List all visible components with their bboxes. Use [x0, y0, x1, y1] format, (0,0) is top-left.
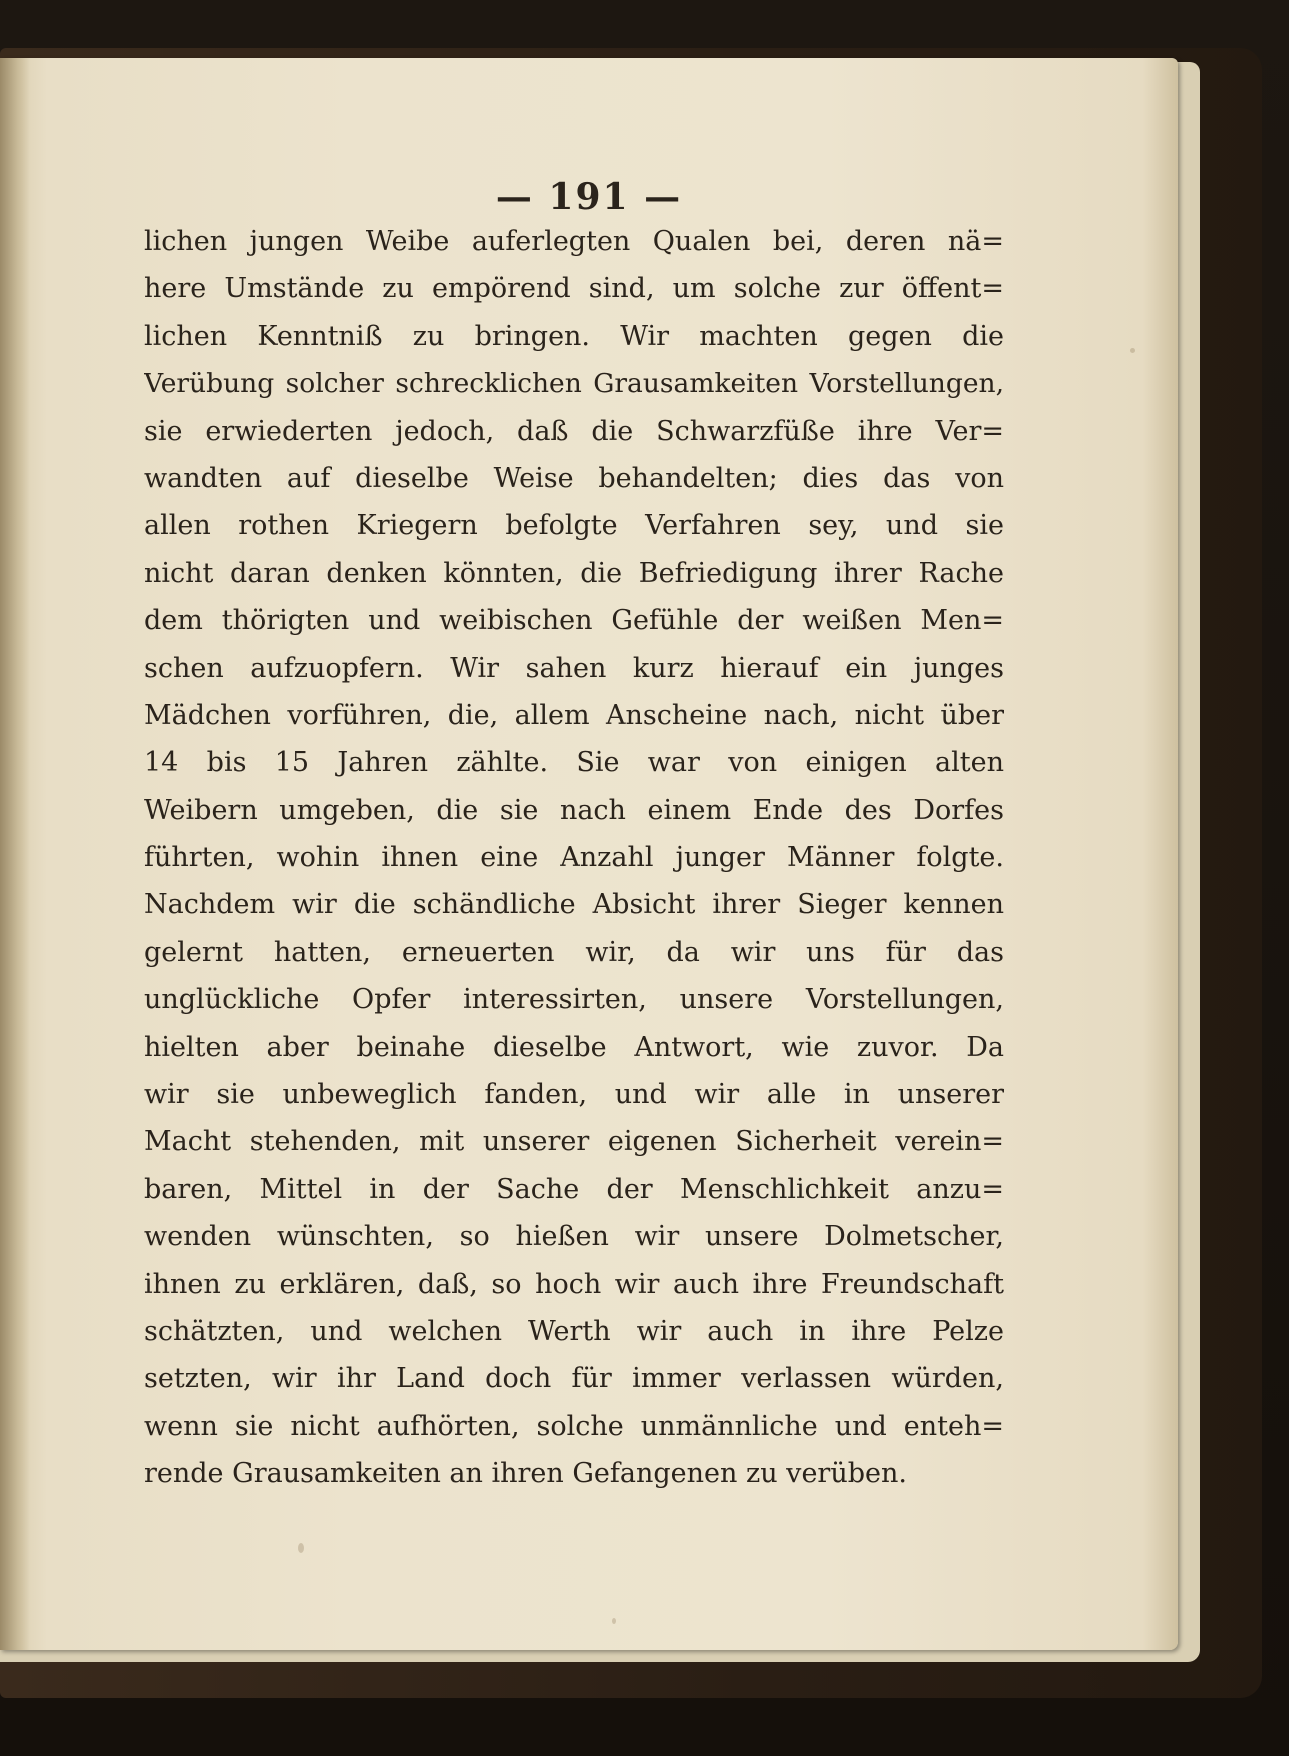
page-number: — 191 —: [495, 176, 683, 218]
text-line: sie erwiederten jedoch, daß die Schwarzfüße ihre Ver=: [144, 415, 1004, 447]
text-line: führten, wohin ihnen eine Anzahl junger Männer folgte.: [144, 842, 1004, 874]
text-line: baren, Mittel in der Sache der Menschlichkeit anzu=: [144, 1173, 1004, 1205]
text-line: wandten auf dieselbe Weise behandelten; dies das von: [144, 462, 1004, 494]
text-line: schätzten, und welchen Werth wir auch in ihre Pelze: [144, 1315, 1004, 1347]
book-page: [0, 58, 1178, 1650]
text-line: gelernt hatten, erneuerten wir, da wir uns für das: [144, 936, 1004, 968]
text-line: Nachdem wir die schändliche Absicht ihrer Sieger kennen: [144, 889, 1004, 921]
text-line: allen rothen Kriegern befolgte Verfahren sey, und sie: [144, 510, 1004, 542]
text-line: Verübung solcher schrecklichen Grausamkeiten Vorstellungen,: [144, 368, 1004, 400]
text-line: rende Grausamkeiten an ihren Gefangenen zu verüben.: [144, 1458, 907, 1490]
text-line: lichen Kenntniß zu bringen. Wir machten gegen die: [144, 320, 1004, 352]
text-line: nicht daran denken könnten, die Befriedigung ihrer Rache: [144, 557, 1004, 589]
text-line: 14 bis 15 Jahren zählte. Sie war von einigen alten: [144, 747, 1004, 779]
text-line: Weibern umgeben, die sie nach einem Ende des Dorfes: [144, 794, 1004, 826]
paper-stain: [298, 1543, 304, 1553]
text-line: ihnen zu erklären, daß, so hoch wir auch ihre Freundschaft: [144, 1268, 1004, 1300]
page-gutter: [0, 58, 30, 1650]
text-line: hielten aber beinahe dieselbe Antwort, wie zuvor. Da: [144, 1031, 1004, 1063]
text-line: schen aufzuopfern. Wir sahen kurz hierauf ein junges: [144, 652, 1004, 684]
paper-stain: [612, 1618, 616, 1624]
paper-stain: [1130, 348, 1135, 353]
text-line: setzten, wir ihr Land doch für immer verlassen würden,: [144, 1363, 1004, 1395]
body-text: [144, 218, 1004, 1498]
text-line: dem thörigten und weibischen Gefühle der weißen Men=: [144, 605, 1004, 637]
text-line: lichen jungen Weibe auferlegten Qualen bei, deren nä=: [144, 226, 1004, 257]
text-line: wenden wünschten, so hießen wir unsere Dolmetscher,: [144, 1221, 1004, 1253]
text-line: unglückliche Opfer interessirten, unsere Vorstellungen,: [144, 984, 1004, 1016]
text-line: Macht stehenden, mit unserer eigenen Sicherheit verein=: [144, 1126, 1004, 1158]
text-line: wir sie unbeweglich fanden, und wir alle in unserer: [144, 1079, 1004, 1111]
text-line: Mädchen vorführen, die, allem Anscheine nach, nicht über: [144, 699, 1004, 731]
text-line: wenn sie nicht aufhörten, solche unmännliche und enteh=: [144, 1410, 1004, 1442]
text-line: here Umstände zu empörend sind, um solche zur öffent=: [144, 273, 1004, 305]
